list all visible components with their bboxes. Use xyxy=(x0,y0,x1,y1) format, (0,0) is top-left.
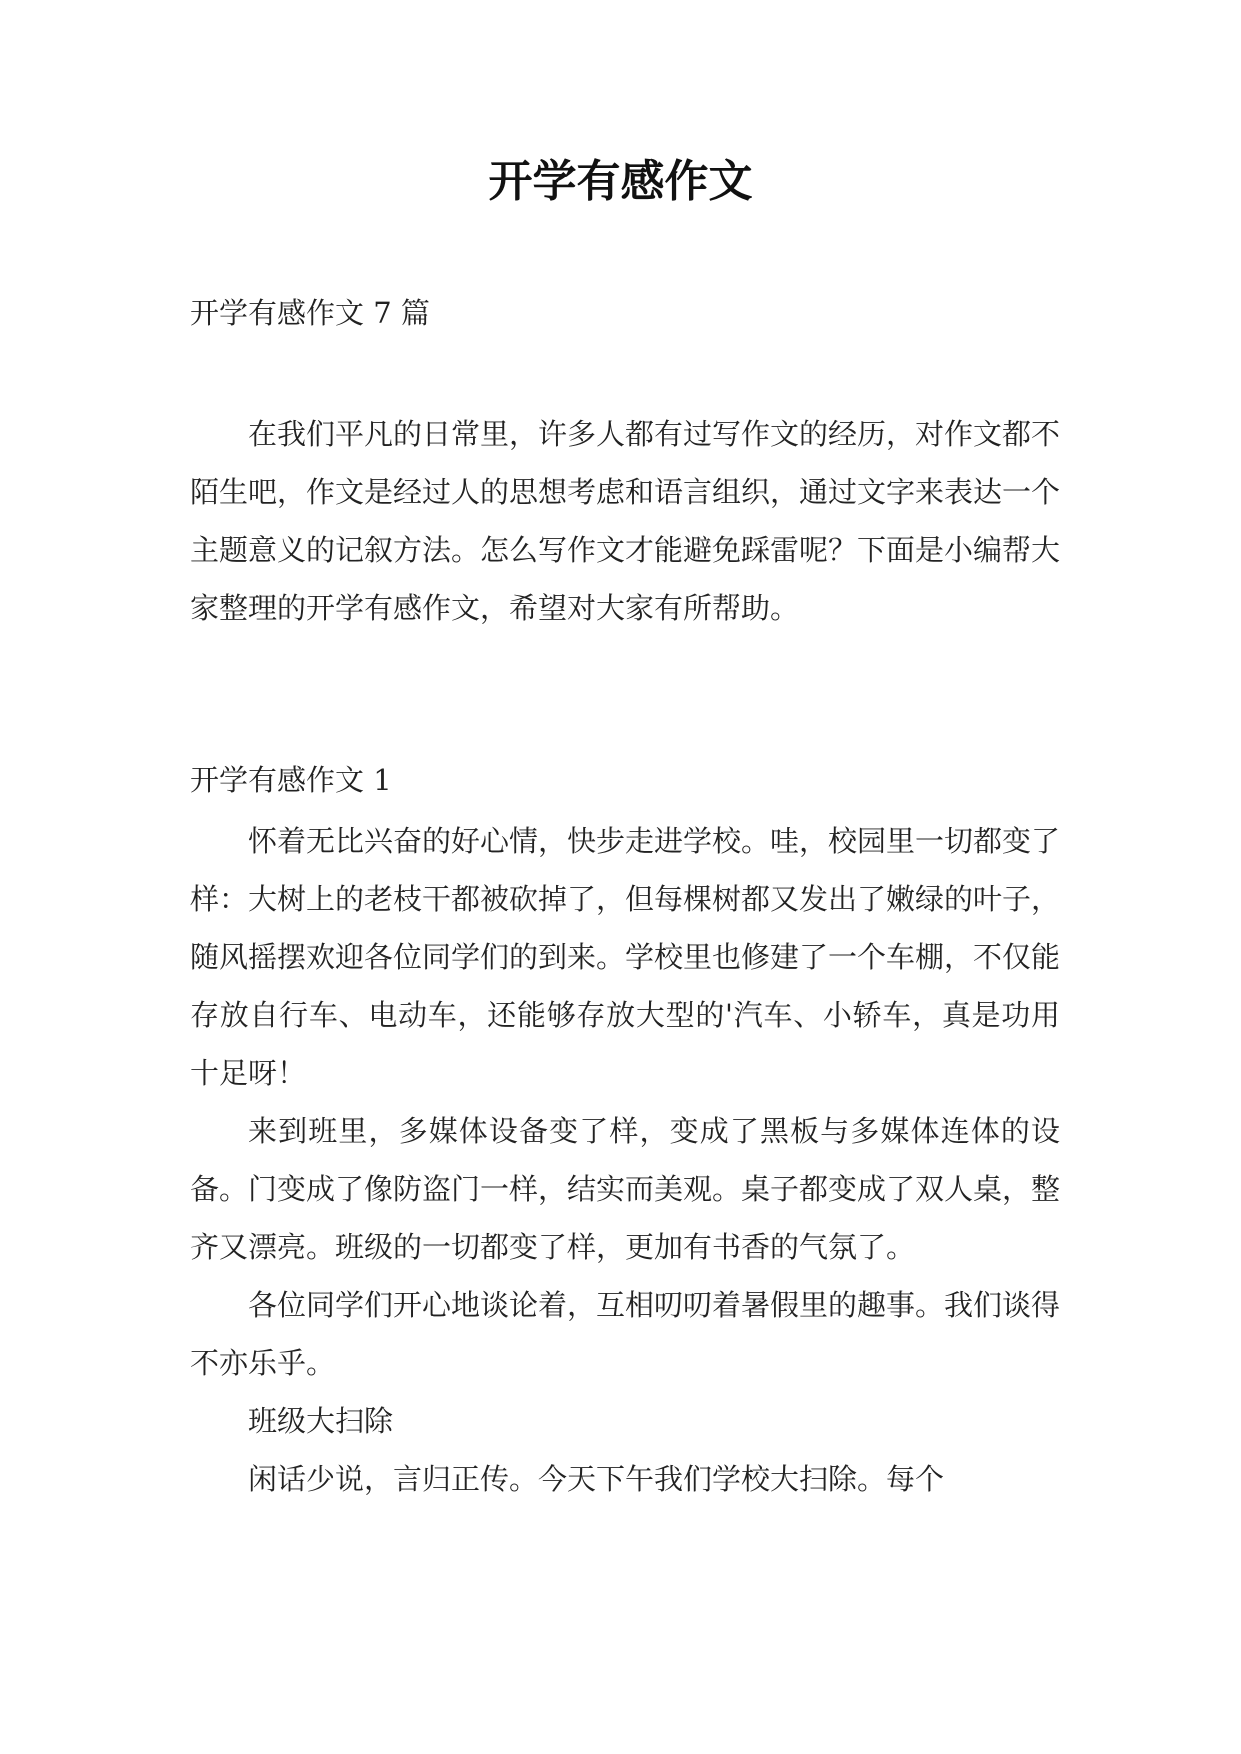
document-title: 开学有感作文 xyxy=(488,156,753,207)
body-paragraph: 怀着无比兴奋的好心情，快步走进学校。哇，校园里一切都变了样：大树上的老枝干都被砍掉了，但每棵树都又发出了嫩绿的叶子，随风摇摆欢迎各位同学们的到来。学校里也修建了一个车棚，不仅能存放自行车、电动车，还能够存放大型的'汽车、小轿车，真是功用十足呀！ xyxy=(190,824,1061,1090)
body-paragraph: 来到班里，多媒体设备变了样，变成了黑板与多媒体连体的设备。门变成了像防盗门一样，结实而美观。桌子都变成了双人桌，整齐又漂亮。班级的一切都变了样，更加有书香的气氛了。 xyxy=(190,1114,1061,1264)
document-subtitle: 开学有感作文 7 篇 xyxy=(190,296,430,330)
intro-paragraph: 在我们平凡的日常里，许多人都有过写作文的经历，对作文都不陌生吧，作文是经过人的思想考虑和语言组织，通过文字来表达一个主题意义的记叙方法。怎么写作文才能避免踩雷呢？下面是小编帮大家整理的开学有感作文，希望对大家有所帮助。 xyxy=(190,417,1061,625)
body-paragraph: 闲话少说，言归正传。今天下午我们学校大扫除。每个 xyxy=(248,1462,945,1496)
body-paragraph: 各位同学们开心地谈论着，互相叨叨着暑假里的趣事。我们谈得不亦乐乎。 xyxy=(190,1288,1061,1380)
essay-body xyxy=(190,812,1060,1508)
section-heading: 开学有感作文 1 xyxy=(190,763,392,797)
body-paragraph: 班级大扫除 xyxy=(248,1404,394,1438)
